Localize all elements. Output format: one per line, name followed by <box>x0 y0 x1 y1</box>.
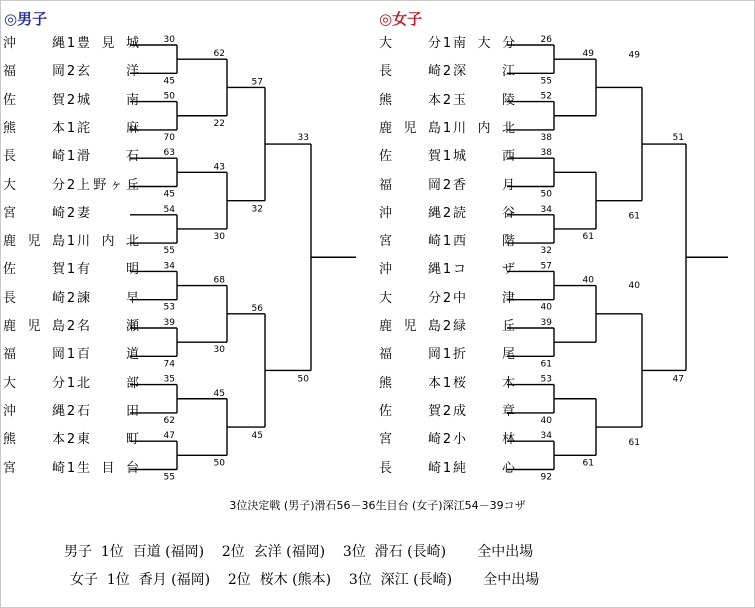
boys-final-score: 33 <box>297 133 309 144</box>
school-name: 中津 <box>453 290 515 306</box>
boys-r1-score: 53 <box>163 302 175 313</box>
boys-r3-score: 57 <box>251 77 263 88</box>
prefecture: 宮崎 <box>3 460 65 476</box>
prefecture: 大分 <box>379 36 441 51</box>
school-name: 石田 <box>77 403 139 419</box>
prefecture: 福岡 <box>379 177 441 193</box>
seed-number: 1 <box>442 234 452 250</box>
seed-number: 2 <box>66 177 76 193</box>
seed-number: 1 <box>442 36 452 51</box>
prefecture: 熊本 <box>3 120 65 136</box>
seed-number: 2 <box>66 319 76 334</box>
boys-r1-score: 45 <box>163 76 175 87</box>
boys-r3-score: 56 <box>251 303 263 314</box>
seed-number: 1 <box>66 347 76 363</box>
boys-final-score: 50 <box>297 374 309 385</box>
seed-number: 1 <box>442 120 452 136</box>
seed-number: 1 <box>66 36 76 51</box>
school-name: 城西 <box>453 149 515 165</box>
school-name: 読谷 <box>453 205 515 221</box>
prefecture: 熊本 <box>379 375 441 391</box>
boys-r2-score: 62 <box>213 49 225 60</box>
girls-r2-score: 40 <box>582 275 594 286</box>
girls-r1-score: 26 <box>540 35 552 45</box>
school-name: 折尾 <box>453 347 515 363</box>
prefecture: 宮崎 <box>3 205 65 221</box>
girls-final-ranking: 女子 1位 香月 (福岡) 2位 桜木 (熊本) 3位 深江 (長崎) 全中出場 <box>70 572 540 588</box>
boys-r1-score: 62 <box>163 415 175 426</box>
boys-r2-score: 45 <box>213 388 225 399</box>
seed-number: 2 <box>66 290 76 306</box>
girls-r2-score: 49 <box>582 49 594 60</box>
girls-r1-score: 92 <box>540 472 552 483</box>
school-name: 小林 <box>453 432 515 448</box>
prefecture: 佐賀 <box>3 92 65 108</box>
girls-r2-score: 61 <box>582 231 594 242</box>
boys-r2-score: 68 <box>213 275 225 286</box>
school-name: 名瀬 <box>77 319 139 334</box>
seed-number: 2 <box>442 92 452 108</box>
prefecture: 宮崎 <box>379 234 441 250</box>
boys-r1-score: 63 <box>163 148 175 159</box>
school-name: 豊見城 <box>77 36 139 51</box>
girls-r1-score: 53 <box>540 374 552 385</box>
boys-r1-score: 35 <box>163 374 175 385</box>
prefecture: 沖縄 <box>3 36 65 51</box>
school-name: 上野ヶ丘 <box>77 177 139 193</box>
prefecture: 鹿児島 <box>3 319 65 334</box>
boys-final-ranking: 男子 1位 百道 (福岡) 2位 玄洋 (福岡) 3位 滑石 (長崎) 全中出場 <box>64 544 534 560</box>
girls-r2-score: 61 <box>628 211 640 222</box>
boys-r1-score: 70 <box>163 132 175 143</box>
school-name: 東町 <box>77 432 139 448</box>
girls-r1-score: 38 <box>540 148 552 159</box>
prefecture: 大分 <box>3 375 65 391</box>
girls-r1-score: 55 <box>540 76 552 87</box>
boys-r1-score: 54 <box>163 204 175 215</box>
seed-number: 1 <box>442 347 452 363</box>
boys-r2-score: 50 <box>213 458 225 469</box>
girls-r3-score: 47 <box>672 374 684 385</box>
school-name: 滑石 <box>77 149 139 165</box>
girls-r1-score: 32 <box>540 246 552 257</box>
seed-number: 2 <box>66 92 76 108</box>
boys-r1-score: 34 <box>163 261 175 272</box>
prefecture: 長崎 <box>379 460 441 476</box>
girls-r1-score: 61 <box>540 359 552 370</box>
prefecture: 福岡 <box>379 347 441 363</box>
prefecture: 佐賀 <box>379 149 441 165</box>
prefecture: 鹿児島 <box>3 234 65 250</box>
school-name: 城南 <box>77 92 139 108</box>
seed-number: 2 <box>442 205 452 221</box>
seed-number: 2 <box>442 290 452 306</box>
seed-number: 1 <box>442 149 452 165</box>
prefecture: 大分 <box>3 177 65 193</box>
seed-number: 1 <box>442 460 452 476</box>
seed-number: 2 <box>66 64 76 80</box>
school-name: 緑丘 <box>453 319 515 334</box>
prefecture: 沖縄 <box>3 403 65 419</box>
girls-r2-score: 61 <box>582 458 594 469</box>
school-name: 桜木 <box>453 375 515 391</box>
school-name: 成章 <box>453 403 515 419</box>
school-name: 川内北 <box>77 234 139 250</box>
girls-r2-score: 49 <box>628 50 640 61</box>
prefecture: 沖縄 <box>379 262 441 278</box>
seed-number: 1 <box>66 234 76 250</box>
girls-r1-score: 38 <box>540 132 552 143</box>
girls-r1-score: 52 <box>540 91 552 102</box>
prefecture: 鹿児島 <box>379 319 441 334</box>
prefecture: 福岡 <box>3 64 65 80</box>
seed-number: 1 <box>66 460 76 476</box>
school-name: 深江 <box>453 64 515 80</box>
boys-r1-score: 55 <box>163 246 175 257</box>
girls-r1-score: 40 <box>540 415 552 426</box>
school-name: 諫早 <box>77 290 139 306</box>
boys-r2-score: 30 <box>213 231 225 242</box>
girls-r2-score: 40 <box>628 280 640 291</box>
boys-r1-score: 39 <box>163 318 175 328</box>
girls-r1-score: 50 <box>540 189 552 200</box>
seed-number: 2 <box>442 403 452 419</box>
prefecture: 熊本 <box>3 432 65 448</box>
girls-r1-score: 39 <box>540 318 552 328</box>
boys-r3-score: 45 <box>251 431 263 442</box>
school-name: 玄洋 <box>77 64 139 80</box>
seed-number: 2 <box>442 177 452 193</box>
seed-number: 2 <box>66 403 76 419</box>
seed-number: 1 <box>66 149 76 165</box>
seed-number: 1 <box>66 120 76 136</box>
boys-r1-score: 74 <box>163 359 175 370</box>
girls-r1-score: 57 <box>540 261 552 272</box>
school-name: 純心 <box>453 460 515 476</box>
boys-r2-score: 30 <box>213 345 225 356</box>
school-name: 有明 <box>77 262 139 278</box>
school-name: 妻 <box>77 205 91 221</box>
seed-number: 1 <box>66 262 76 278</box>
prefecture: 鹿児島 <box>379 120 441 136</box>
seed-number: 2 <box>66 432 76 448</box>
prefecture: 佐賀 <box>379 403 441 419</box>
seed-number: 2 <box>66 205 76 221</box>
prefecture: 宮崎 <box>379 432 441 448</box>
prefecture: 佐賀 <box>3 262 65 278</box>
school-name: 南大分 <box>453 36 515 51</box>
girls-r1-score: 34 <box>540 431 552 442</box>
school-name: 香月 <box>453 177 515 193</box>
prefecture: 大分 <box>379 290 441 306</box>
seed-number: 1 <box>66 375 76 391</box>
seed-number: 2 <box>442 319 452 334</box>
boys-r2-score: 43 <box>213 162 225 173</box>
school-name: 生目台 <box>77 460 139 476</box>
prefecture: 長崎 <box>379 64 441 80</box>
girls-heading: ◎女子 <box>379 10 423 28</box>
girls-r1-score: 40 <box>540 302 552 313</box>
boys-r3-score: 32 <box>251 204 263 215</box>
prefecture: 熊本 <box>379 92 441 108</box>
boys-r1-score: 50 <box>163 91 175 102</box>
prefecture: 長崎 <box>3 290 65 306</box>
prefecture: 福岡 <box>3 347 65 363</box>
school-name: コザ <box>453 262 515 278</box>
prefecture: 沖縄 <box>379 205 441 221</box>
school-name: 詫麻 <box>77 120 139 136</box>
boys-r1-score: 47 <box>163 431 175 442</box>
girls-r1-score: 34 <box>540 204 552 215</box>
school-name: 北部 <box>77 375 139 391</box>
seed-number: 1 <box>442 262 452 278</box>
boys-r1-score: 55 <box>163 472 175 483</box>
prefecture: 長崎 <box>3 149 65 165</box>
seed-number: 2 <box>442 64 452 80</box>
school-name: 西階 <box>453 234 515 250</box>
boys-r1-score: 30 <box>163 35 175 45</box>
school-name: 玉陵 <box>453 92 515 108</box>
boys-r2-score: 22 <box>213 118 225 129</box>
girls-r2-score: 61 <box>628 438 640 449</box>
girls-r3-score: 51 <box>672 133 684 144</box>
third-place-match: 3位決定戦 (男子)滑石56－36生目台 (女子)深江54－39コザ <box>229 499 526 512</box>
seed-number: 2 <box>442 432 452 448</box>
school-name: 百道 <box>77 347 139 363</box>
boys-r1-score: 45 <box>163 189 175 200</box>
school-name: 川内北 <box>453 120 515 136</box>
boys-heading: ◎男子 <box>4 10 48 28</box>
seed-number: 1 <box>442 375 452 391</box>
